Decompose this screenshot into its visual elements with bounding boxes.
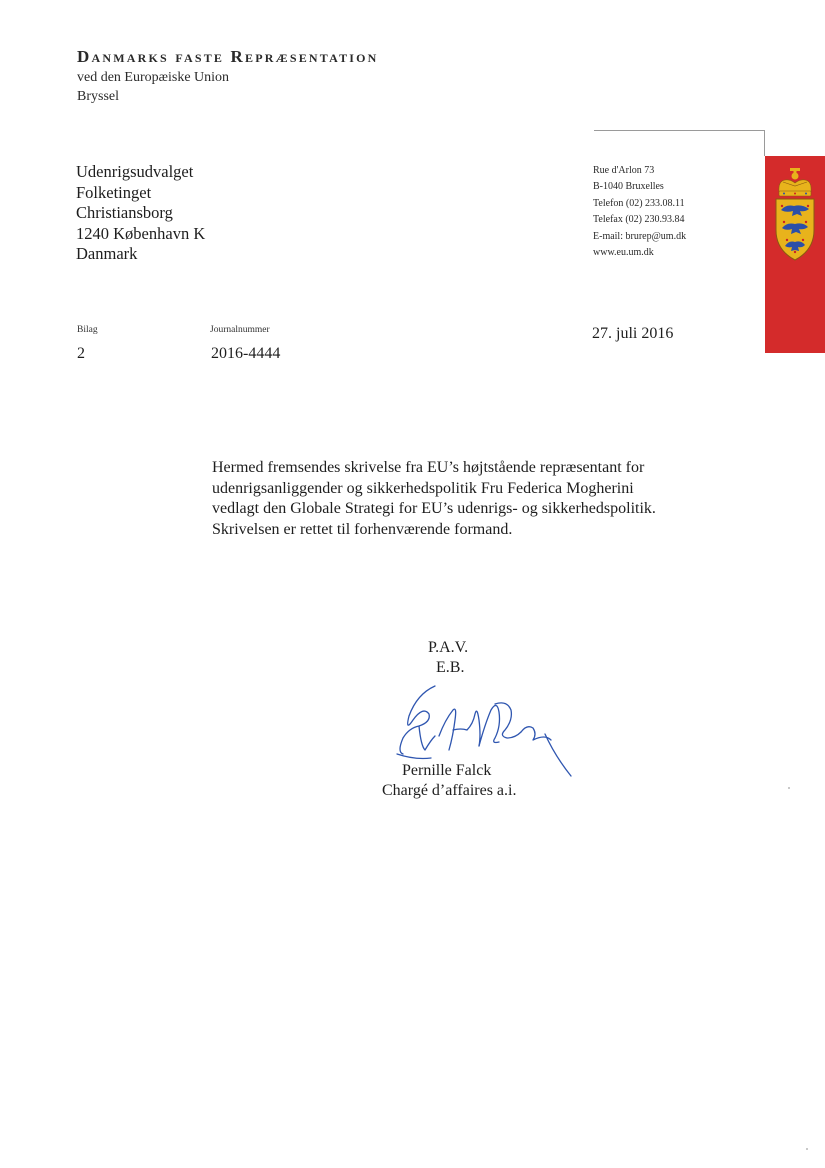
bilag-value: 2 [77,345,85,362]
signatory-title: Chargé d’affaires a.i. [382,782,517,799]
contact-address: Rue d'Arlon 73 [593,165,655,176]
recipient-line: 1240 København K [76,223,206,243]
body-line: Skrivelsen er rettet til forhenværende formand. [212,520,513,538]
contact-phone: Telefon (02) 233.08.11 [593,197,685,209]
organization-subtitle: ved den Europæiske Union [77,70,230,85]
recipient-line: Danmark [76,244,138,263]
recipient-line: Folketinget [76,182,152,202]
body-line: udenrigsanliggender og sikkerhedspolitik Fru Federica Mogherini [212,479,634,497]
recipient-line: Christiansborg [76,203,173,222]
letter-date: 27. juli 2016 [592,325,674,342]
scan-speck [806,1148,808,1150]
organization-name: Danmarks faste Repræsentation [77,47,379,66]
contact-web: www.eu.um.dk [593,247,654,259]
body-line: Hermed fremsendes skrivelse fra EU’s højtstående repræsentant for [212,459,645,476]
journal-label: Journalnummer [210,325,270,335]
bilag-label: Bilag [77,325,98,335]
contact-block [593,163,686,261]
contact-email: E-mail: brurep@um.dk [593,230,687,242]
signatory-name: Pernille Falck [402,762,492,779]
recipient-line: Udenrigsudvalget [76,162,194,181]
danish-coat-of-arms-icon [772,168,818,272]
header-rule [594,130,764,131]
journal-number: 2016-4444 [211,345,281,362]
letter-body [212,458,712,540]
scan-speck [788,787,790,789]
contact-fax: Telefax (02) 230.93.84 [593,214,685,226]
eb-line: E.B. [436,659,465,676]
body-line: vedlagt den Globale Strategi for EU’s udenrigs- og sikkerhedspolitik. [212,500,656,517]
pav-line: P.A.V. [428,639,469,656]
contact-city: B-1040 Bruxelles [593,181,664,193]
organization-city: Bryssel [77,89,119,104]
header-rule-vertical [764,130,765,156]
recipient-address [76,162,205,265]
